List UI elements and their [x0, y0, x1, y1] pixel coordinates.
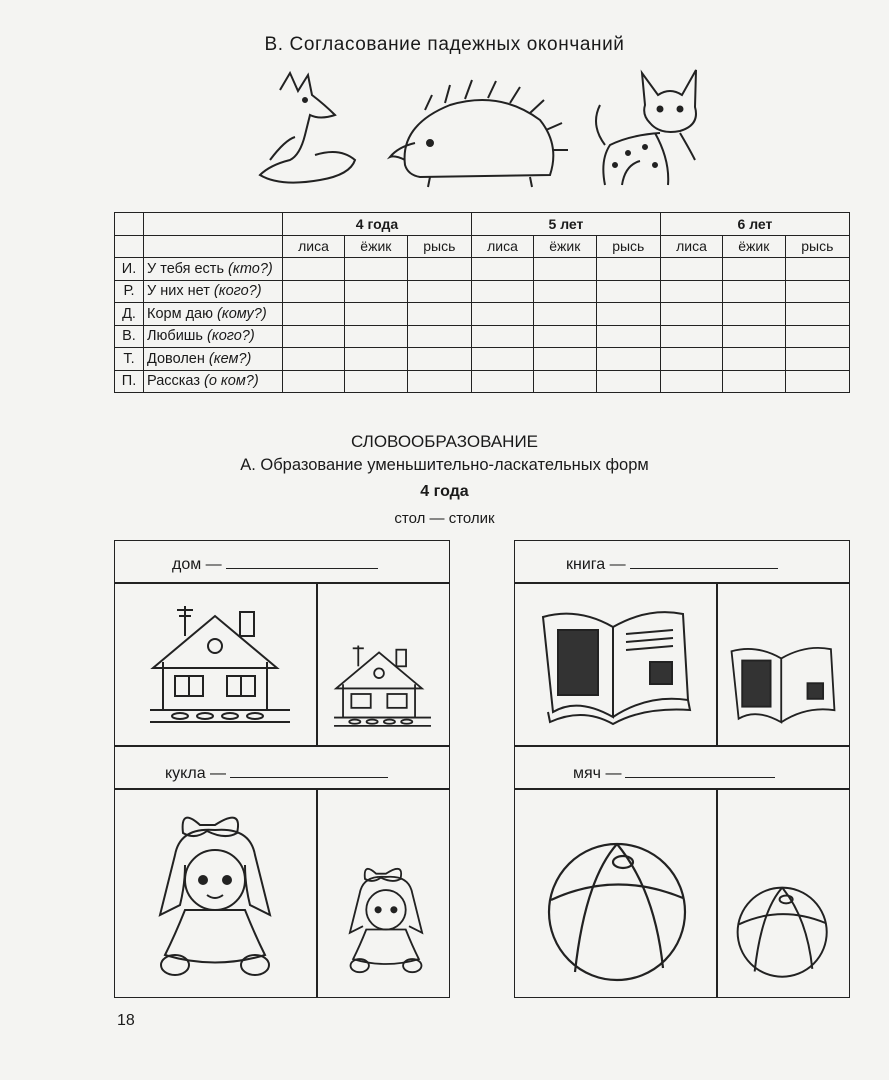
divider: [114, 788, 450, 790]
answer-cell[interactable]: [596, 370, 660, 393]
answer-cell[interactable]: [785, 303, 849, 326]
case-prompt: [144, 258, 283, 281]
answer-cell[interactable]: [345, 325, 408, 348]
animal-header: рысь: [785, 235, 849, 258]
answer-cell[interactable]: [785, 325, 849, 348]
prompt-question: (кого?): [207, 328, 255, 345]
word-label: кукла —: [165, 765, 227, 782]
answer-cell[interactable]: [407, 325, 471, 348]
house-icon: [145, 598, 295, 728]
answer-cell[interactable]: [785, 280, 849, 303]
divider: [514, 788, 850, 790]
hedgehog-icon: [390, 80, 568, 187]
lynx-icon: [596, 70, 696, 185]
age-header: 6 лет: [660, 213, 849, 236]
case-letter: В.: [115, 325, 144, 348]
answer-cell[interactable]: [283, 303, 345, 326]
answer-cell[interactable]: [345, 280, 408, 303]
answer-cell[interactable]: [471, 258, 533, 281]
answer-blank[interactable]: [625, 765, 775, 778]
answer-cell[interactable]: [660, 258, 722, 281]
table-row: [115, 280, 850, 303]
book-icon: [538, 602, 693, 727]
answer-blank[interactable]: [230, 765, 388, 778]
word-formation-heading: СЛОВООБРАЗОВАНИЕ: [350, 432, 539, 451]
answer-cell[interactable]: [660, 303, 722, 326]
answer-cell[interactable]: [596, 280, 660, 303]
example-pair: стол — столик: [394, 510, 495, 527]
ball-icon: [545, 840, 690, 985]
table-row: [115, 370, 850, 393]
answer-cell[interactable]: [723, 370, 786, 393]
case-prompt: [144, 325, 283, 348]
table-header-ages: [115, 213, 850, 236]
small-book-icon: [728, 640, 838, 730]
answer-cell[interactable]: [596, 303, 660, 326]
answer-cell[interactable]: [723, 348, 786, 371]
prompt-question: (кому?): [217, 305, 267, 322]
divider: [114, 582, 450, 584]
answer-cell[interactable]: [345, 303, 408, 326]
divider: [716, 788, 718, 998]
doll-icon: [145, 805, 285, 980]
prompt-question: (кем?): [208, 350, 252, 367]
divider: [716, 582, 718, 745]
answer-cell[interactable]: [407, 348, 471, 371]
animal-header: рысь: [407, 235, 471, 258]
answer-cell[interactable]: [283, 258, 345, 281]
answer-cell[interactable]: [723, 325, 786, 348]
answer-cell[interactable]: [283, 325, 345, 348]
answer-cell[interactable]: [534, 348, 597, 371]
animal-header: рысь: [596, 235, 660, 258]
section-b-title: В. Согласование падежных окончаний: [264, 34, 625, 55]
table-row: [115, 348, 850, 371]
case-letter: И.: [115, 258, 144, 281]
animal-header: ёжик: [723, 235, 786, 258]
word-label: книга —: [566, 556, 626, 573]
word-label: дом —: [172, 556, 222, 573]
page-number: 18: [117, 1012, 135, 1029]
table-header-animals: [115, 235, 850, 258]
answer-cell[interactable]: [283, 370, 345, 393]
answer-cell[interactable]: [534, 325, 597, 348]
prompt-text: Доволен: [147, 350, 205, 367]
table-cell: [115, 235, 144, 258]
cases-table: [114, 212, 850, 393]
answer-cell[interactable]: [407, 280, 471, 303]
word-myach: [573, 765, 775, 783]
table-row: [115, 258, 850, 281]
table-cell: [144, 213, 283, 236]
case-letter: Д.: [115, 303, 144, 326]
answer-cell[interactable]: [471, 370, 533, 393]
answer-cell[interactable]: [785, 370, 849, 393]
prompt-text: Любишь: [147, 328, 203, 345]
answer-blank[interactable]: [226, 556, 378, 569]
answer-cell[interactable]: [660, 325, 722, 348]
answer-cell[interactable]: [660, 348, 722, 371]
case-prompt: [144, 280, 283, 303]
table-row: [115, 325, 850, 348]
animal-header: ёжик: [534, 235, 597, 258]
animal-header: ёжик: [345, 235, 408, 258]
case-prompt: [144, 303, 283, 326]
divider: [514, 745, 850, 747]
answer-cell[interactable]: [471, 325, 533, 348]
answer-cell[interactable]: [471, 280, 533, 303]
animal-header: лиса: [660, 235, 722, 258]
answer-cell[interactable]: [471, 348, 533, 371]
prompt-question: (кто?): [228, 260, 273, 277]
prompt-text: У тебя есть: [147, 260, 224, 277]
answer-cell[interactable]: [471, 303, 533, 326]
answer-cell[interactable]: [534, 370, 597, 393]
small-house-icon: [330, 640, 435, 730]
answer-cell[interactable]: [407, 303, 471, 326]
answer-cell[interactable]: [345, 348, 408, 371]
answer-cell[interactable]: [345, 370, 408, 393]
case-prompt: [144, 370, 283, 393]
answer-cell[interactable]: [723, 303, 786, 326]
divider: [316, 788, 318, 998]
answer-cell[interactable]: [596, 325, 660, 348]
answer-blank[interactable]: [630, 556, 778, 569]
word-label: мяч —: [573, 765, 622, 782]
prompt-question: (о ком?): [204, 373, 259, 390]
answer-cell[interactable]: [283, 348, 345, 371]
age-label: 4 года: [420, 483, 469, 500]
answer-cell[interactable]: [534, 280, 597, 303]
answer-cell[interactable]: [723, 280, 786, 303]
age-header: 4 года: [283, 213, 472, 236]
answer-cell[interactable]: [596, 258, 660, 281]
word-formation-subheading: А. Образование уменьшительно-ласкательных форм: [240, 456, 649, 474]
case-prompt: [144, 348, 283, 371]
animals-illustration: [250, 65, 720, 195]
answer-cell[interactable]: [660, 370, 722, 393]
answer-cell[interactable]: [407, 258, 471, 281]
word-dom: [172, 556, 378, 574]
table-row: [115, 303, 850, 326]
case-letter: Т.: [115, 348, 144, 371]
animal-header: лиса: [283, 235, 345, 258]
animal-header: лиса: [471, 235, 533, 258]
case-letter: П.: [115, 370, 144, 393]
answer-cell[interactable]: [785, 348, 849, 371]
answer-cell[interactable]: [660, 280, 722, 303]
answer-cell[interactable]: [534, 258, 597, 281]
prompt-text: Корм даю: [147, 305, 213, 322]
fox-icon: [260, 73, 355, 183]
word-kukla: [165, 765, 388, 783]
table-cell: [144, 235, 283, 258]
answer-cell[interactable]: [283, 280, 345, 303]
divider: [114, 745, 450, 747]
prompt-text: Рассказ: [147, 373, 200, 390]
case-letter: Р.: [115, 280, 144, 303]
divider: [316, 582, 318, 745]
answer-cell[interactable]: [723, 258, 786, 281]
answer-cell[interactable]: [534, 303, 597, 326]
prompt-question: (кого?): [213, 283, 262, 300]
word-kniga: [566, 556, 778, 574]
answer-cell[interactable]: [345, 258, 408, 281]
small-ball-icon: [735, 885, 830, 980]
answer-cell[interactable]: [785, 258, 849, 281]
answer-cell[interactable]: [407, 370, 471, 393]
small-doll-icon: [340, 858, 432, 978]
answer-cell[interactable]: [596, 348, 660, 371]
age-header: 5 лет: [471, 213, 660, 236]
prompt-text: У них нет: [147, 283, 210, 300]
table-cell: [115, 213, 144, 236]
divider: [514, 582, 850, 584]
